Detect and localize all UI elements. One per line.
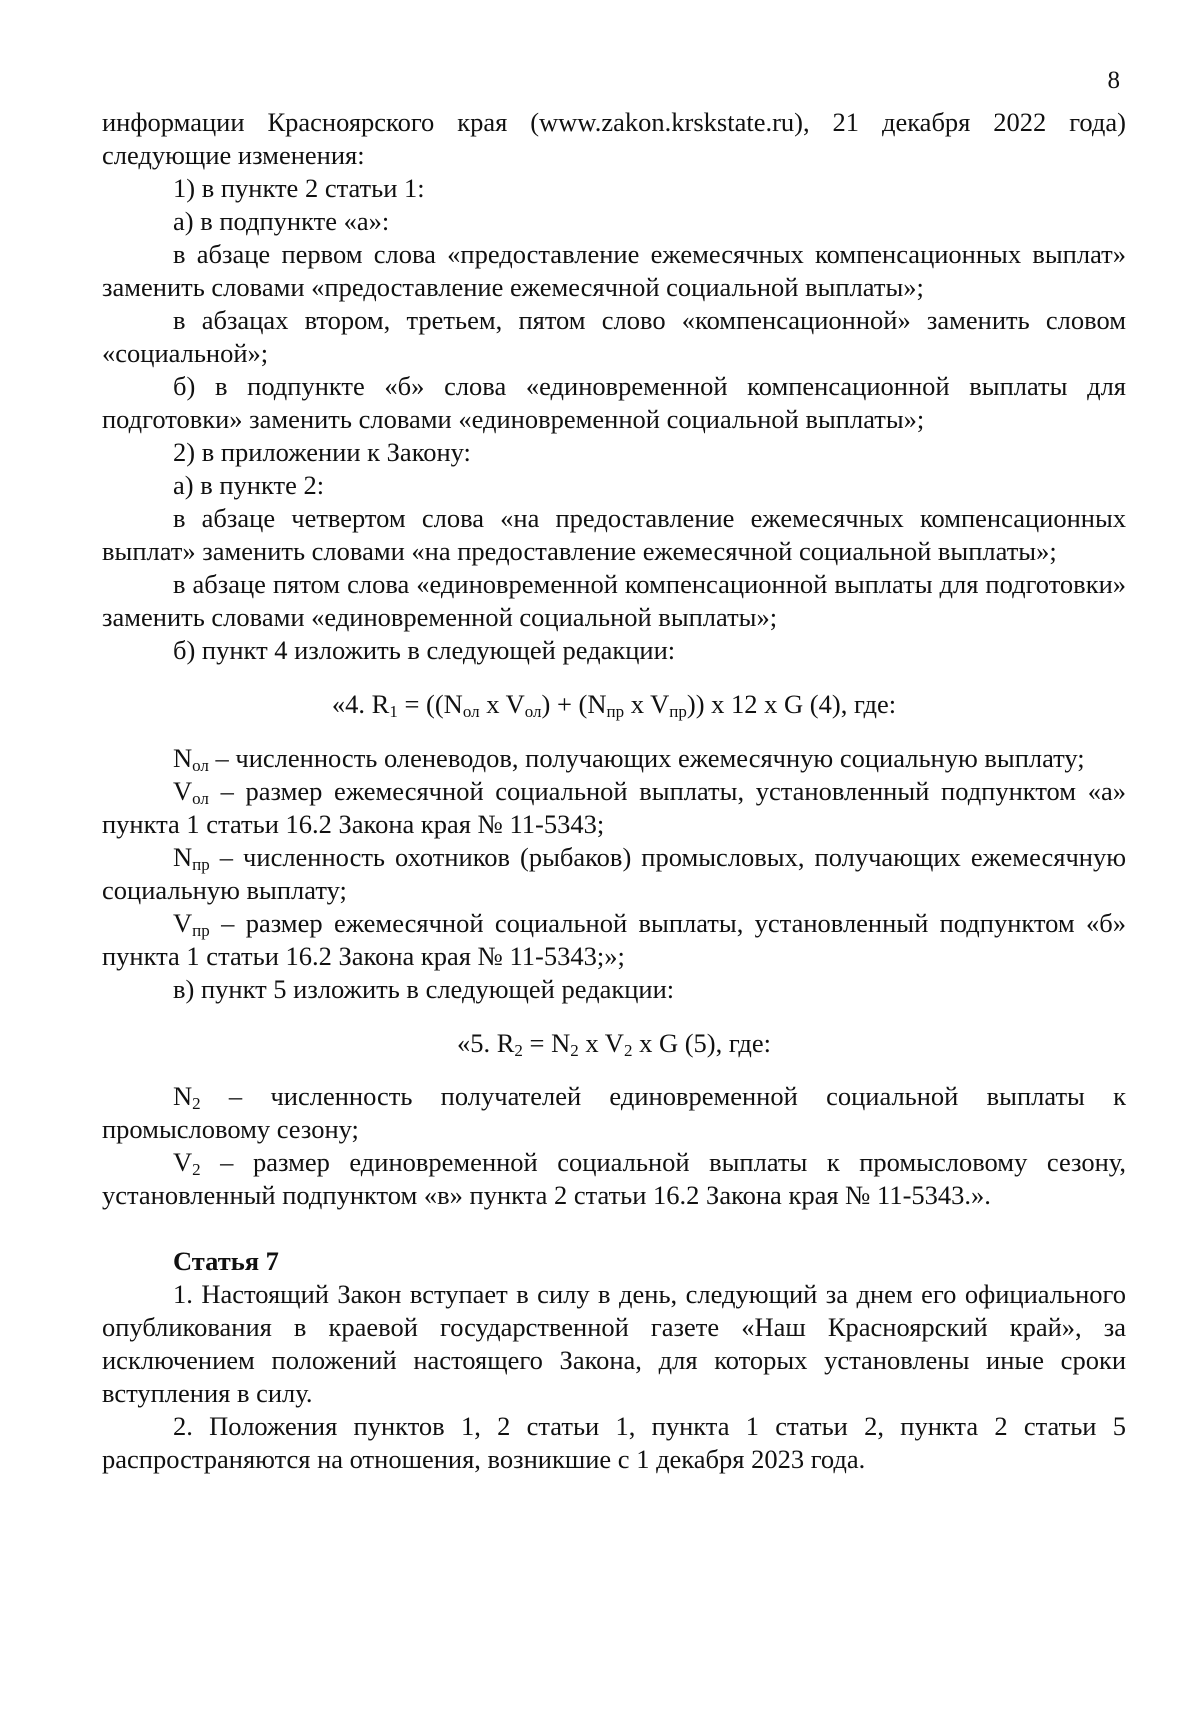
paragraph: 2) в приложении к Закону: xyxy=(173,437,471,467)
paragraph: в абзаце пятом слова «единовременной компенсационной выплаты для подготовки» заменить словами «единовременной социальной выплаты»; xyxy=(102,569,1126,632)
paragraph: а) в пункте 2: xyxy=(173,470,325,500)
article-heading: Статья 7 xyxy=(173,1246,279,1276)
paragraph: б) пункт 4 изложить в следующей редакции: xyxy=(173,635,676,665)
definition-paragraph: $V_{пр}$ – размер ежемесячной социальной выплаты, установленный подпунктом «б» пункта 1 статьи 16.2 Закона края № 11-5343;»; xyxy=(102,908,1126,971)
paragraph: 1. Настоящий Закон вступает в силу в день, следующий за днем его официального опубликования в краевой государственной газете «Наш Красноярский край», за исключением положений настоящего Закона, для которых установлены иные сроки вступления в силу. xyxy=(102,1279,1126,1408)
paragraph: информации Красноярского края (www.zakon.krskstate.ru), 21 декабря 2022 года) следующие изменения: xyxy=(102,107,1126,170)
paragraph: в абзаце первом слова «предоставление ежемесячных компенсационных выплат» заменить словами «предоставление ежемесячной социальной выплаты»; xyxy=(102,239,1126,302)
definition-paragraph: $N_2$ – численность получателей единовременной социальной выплаты к промысловому сезону; xyxy=(102,1081,1126,1144)
document-body xyxy=(102,106,1126,1476)
paragraph: 1) в пункте 2 статьи 1: xyxy=(173,173,425,203)
formula-r2: «5. $R_2 = N_2$ x $V_2$ x G (5), где: xyxy=(456,1028,772,1060)
formula-r1: «4. $R_1 = ((N_{ол}$ x $V_{ол}) + (N_{пр}$ x $V_{пр}$)) x 12 x G (4), где: xyxy=(331,689,897,721)
paragraph: а) в подпункте «а»: xyxy=(173,206,390,236)
paragraph: б) в подпункте «б» слова «единовременной компенсационной выплаты для подготовки» заменить словами «единовременной социальной выплаты»; xyxy=(102,371,1126,434)
definition-paragraph: $N_{ол}$ – численность оленеводов, получающих ежемесячную социальную выплату; xyxy=(173,743,1085,775)
paragraph: в) пункт 5 изложить в следующей редакции: xyxy=(173,974,675,1004)
definition-paragraph: $N_{пр}$ – численность охотников (рыбаков) промысловых, получающих ежемесячную социальную выплату; xyxy=(102,842,1126,905)
paragraph: в абзацах втором, третьем, пятом слово «компенсационной» заменить словом «социальной»; xyxy=(102,305,1126,368)
definition-paragraph: $V_2$ – размер единовременной социальной выплаты к промысловому сезону, установленный подпунктом «в» пункта 2 статьи 16.2 Закона края № 11-5343.». xyxy=(102,1147,1126,1210)
definition-paragraph: $V_{ол}$ – размер ежемесячной социальной выплаты, установленный подпунктом «а» пункта 1 статьи 16.2 Закона края № 11-5343; xyxy=(102,776,1126,839)
paragraph: в абзаце четвертом слова «на предоставление ежемесячных компенсационных выплат» заменить словами «на предоставление ежемесячной социальной выплаты»; xyxy=(102,503,1126,566)
paragraph: 2. Положения пунктов 1, 2 статьи 1, пункта 1 статьи 2, пункта 2 статьи 5 распространяются на отношения, возникшие с 1 декабря 2023 года. xyxy=(102,1411,1126,1474)
page-number: 8 xyxy=(1107,67,1120,94)
